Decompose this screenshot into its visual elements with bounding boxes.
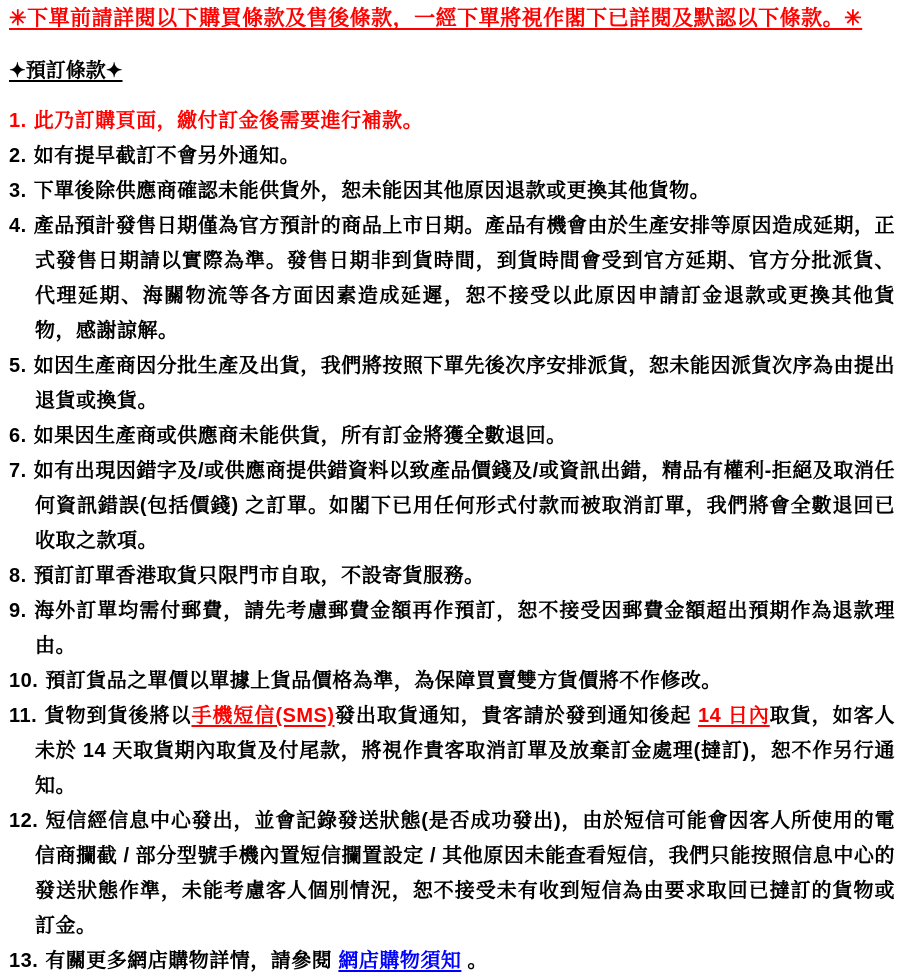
term-number: 2. [9,145,27,167]
term-item [9,944,895,979]
term-text: 取貨，如客人未於 14 天取貨期內取貨及付尾款，將視作貴客取消訂單及放棄訂金處理(撻訂)，恕不作另行通知。 [35,705,896,797]
term-text: 如因生產商因分批生產及出貨，我們將按照下單先後次序安排派貨，恕未能因派貨次序為由提出退貨或換貨。 [33,355,895,412]
term-number: 13. [9,950,39,972]
term-item [9,419,895,454]
term-text: 海外訂單均需付郵費，請先考慮郵費金額再作預訂，恕不接受因郵費金額超出預期作為退款理由。 [33,600,895,657]
term-text: 貨物到貨後將以 [44,705,192,727]
store-shopping-notice-link[interactable]: 網店購物須知 [338,950,462,972]
term-text: 。 [461,950,488,972]
term-text: 下單後除供應商確認未能供貨外，恕未能因其他原因退款或更換其他貨物。 [33,180,711,202]
term-item [9,104,895,139]
term-item [9,804,895,944]
term-item [9,559,895,594]
term-item [9,349,895,419]
term-item [9,699,895,804]
term-text: 如有出現因錯字及/或供應商提供錯資料以致產品價錢及/或資訊出錯，精品有權利-拒絕及取消任何資訊錯誤(包括價錢) 之訂單。如閣下已用任何形式付款而被取消訂單，我們將會全數退回已收取之款項。 [33,460,895,552]
term-number: 8. [9,565,27,587]
term-item [9,174,895,209]
term-item [9,594,895,664]
term-number: 9. [9,600,27,622]
term-item [9,664,895,699]
term-number: 12. [9,810,39,832]
purchase-terms-notice-banner: ✳下單前請詳閱以下購買條款及售後條款，一經下單將視作閣下已詳閱及默認以下條款。✳ [9,7,863,30]
term-text: 如有提早截訂不會另外通知。 [33,145,301,167]
term-text: 短信經信息中心發出，並會記錄發送狀態(是否成功發出)，由於短信可能會因客人所使用的電信商攔截 / 部分型號手機內置短信攔置設定 / 其他原因未能查看短信，我們只能按照信息中心的發送狀態作準，未能考慮客人個別情況，恕不接受未有收到短信為由要求取回已撻訂的貨物或訂金。 [35,810,895,937]
sms-notice-highlight: 手機短信(SMS) [191,705,335,727]
term-text: 預訂訂單香港取貨只限門市自取，不設寄貨服務。 [33,565,485,587]
term-text: 如果因生產商或供應商未能供貨，所有訂金將獲全數退回。 [33,425,567,447]
term-number: 7. [9,460,27,482]
preorder-terms-section-title: ✦預訂條款✦ [9,60,123,82]
term-number: 11. [9,705,38,727]
term-item [9,209,895,349]
term-number: 6. [9,425,27,447]
term-text: 此乃訂購頁面，繳付訂金後需要進行補款。 [33,110,424,132]
term-number: 3. [9,180,27,202]
term-number: 5. [9,355,27,377]
term-text: 有關更多網店購物詳情，請參閱 [45,950,339,972]
term-number: 10. [9,670,39,692]
term-text: 產品預計發售日期僅為官方預計的商品上市日期。產品有機會由於生產安排等原因造成延期，正式發售日期請以實際為準。發售日期非到貨時間，到貨時間會受到官方延期、官方分批派貨、代理延期、海關物流等各方面因素造成延遲，恕不接受以此原因申請訂金退款或更換其他貨物，感謝諒解。 [33,215,895,342]
term-text: 發出取貨通知，貴客請於發到通知後起 [334,705,698,727]
pickup-deadline-highlight: 14 日內 [697,705,770,727]
term-text: 預訂貨品之單價以單據上貨品價格為準，為保障買賣雙方貨價將不作修改。 [45,670,722,692]
term-item [9,139,895,174]
term-item [9,454,895,559]
term-number: 1. [9,110,27,132]
terms-list [9,104,895,979]
term-number: 4. [9,215,27,237]
